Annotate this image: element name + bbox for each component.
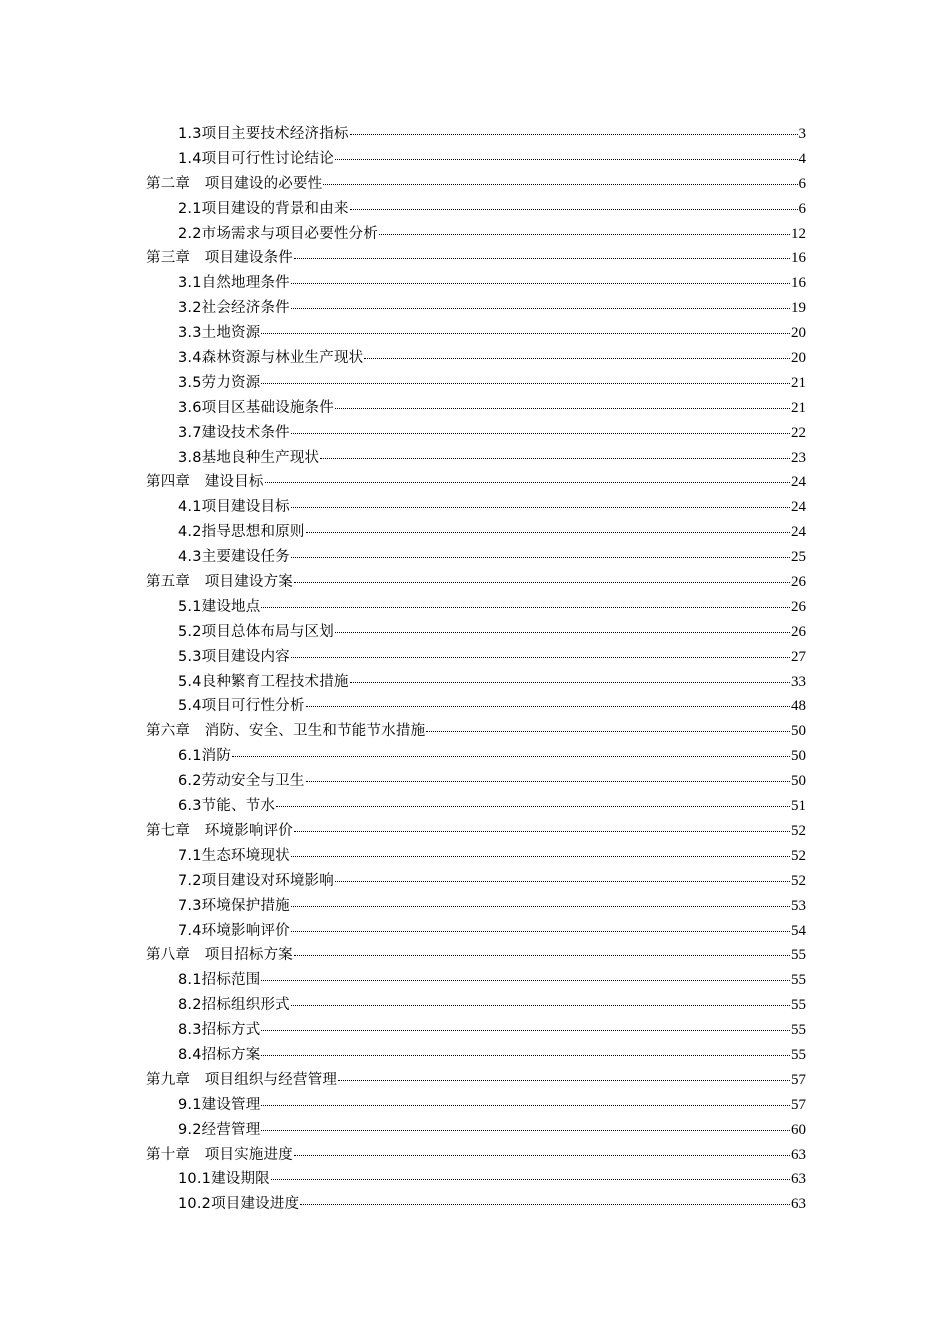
toc-dot-leader — [335, 632, 790, 633]
toc-dot-leader — [306, 532, 790, 533]
toc-entry-title: 5.2项目总体布局与区划 — [178, 623, 334, 640]
toc-entry-title: 5.3项目建设内容 — [178, 648, 290, 665]
toc-section-entry[interactable] — [146, 296, 806, 321]
toc-page-number: 20 — [791, 350, 806, 367]
toc-section-entry[interactable] — [146, 197, 806, 222]
toc-section-entry[interactable] — [146, 396, 806, 421]
toc-page-number: 6 — [798, 200, 806, 217]
toc-page-number: 24 — [791, 474, 806, 491]
toc-section-entry[interactable] — [146, 1018, 806, 1043]
toc-dot-leader — [335, 881, 790, 882]
toc-page-number: 63 — [791, 1196, 806, 1213]
toc-section-entry[interactable] — [146, 545, 806, 570]
toc-page-number: 25 — [791, 549, 806, 566]
toc-page-number: 53 — [791, 897, 806, 914]
toc-dot-leader — [265, 482, 790, 483]
toc-section-entry[interactable] — [146, 520, 806, 545]
toc-page-number: 48 — [791, 698, 806, 715]
toc-dot-leader — [294, 582, 790, 583]
toc-page-number: 55 — [791, 947, 806, 964]
toc-section-entry[interactable] — [146, 321, 806, 346]
toc-entry-title: 第十章 项目实施进度 — [146, 1146, 293, 1163]
toc-dot-leader — [291, 906, 790, 907]
toc-page-number: 50 — [791, 748, 806, 765]
toc-page-number: 3 — [798, 126, 806, 142]
toc-section-entry[interactable] — [146, 744, 806, 769]
toc-page-number: 55 — [791, 1046, 806, 1063]
toc-page-number: 21 — [791, 399, 806, 416]
toc-dot-leader — [261, 607, 790, 608]
toc-entry-title: 9.2经营管理 — [178, 1121, 261, 1138]
toc-dot-leader — [271, 1179, 790, 1180]
toc-entry-title: 第七章 环境影响评价 — [146, 822, 293, 839]
toc-chapter-entry[interactable] — [146, 1068, 806, 1093]
toc-page-number: 52 — [791, 847, 806, 864]
table-of-contents — [146, 122, 806, 1217]
toc-section-entry[interactable] — [146, 446, 806, 471]
toc-section-entry[interactable] — [146, 421, 806, 446]
toc-dot-leader — [291, 507, 790, 508]
toc-page-number: 55 — [791, 972, 806, 989]
toc-section-entry[interactable] — [146, 645, 806, 670]
toc-dot-leader — [294, 831, 790, 832]
toc-entry-title: 5.4项目可行性分析 — [178, 698, 305, 715]
toc-entry-title: 5.1建设地点 — [178, 598, 261, 615]
toc-dot-leader — [294, 258, 790, 259]
toc-page-number: 20 — [791, 325, 806, 342]
toc-page-number: 4 — [798, 150, 806, 167]
toc-entry-title: 第六章 消防、安全、卫生和节能节水措施 — [146, 723, 426, 740]
toc-dot-leader — [379, 234, 790, 235]
toc-section-entry[interactable] — [146, 670, 806, 695]
toc-page-number: 6 — [798, 175, 806, 192]
toc-page-number: 16 — [791, 250, 806, 267]
toc-entry-title: 4.3主要建设任务 — [178, 549, 290, 566]
toc-dot-leader — [261, 1105, 790, 1106]
toc-section-entry[interactable] — [146, 122, 806, 147]
toc-dot-leader — [291, 1005, 790, 1006]
toc-entry-title: 5.4良种繁育工程技术措施 — [178, 673, 349, 690]
toc-section-entry[interactable] — [146, 1192, 806, 1217]
toc-section-entry[interactable] — [146, 371, 806, 396]
toc-section-entry[interactable] — [146, 844, 806, 869]
toc-page-number: 27 — [791, 648, 806, 665]
toc-page-number: 50 — [791, 773, 806, 790]
toc-chapter-entry[interactable] — [146, 246, 806, 271]
toc-section-entry[interactable] — [146, 620, 806, 645]
toc-section-entry[interactable] — [146, 869, 806, 894]
toc-page-number: 52 — [791, 822, 806, 839]
toc-page-number: 21 — [791, 374, 806, 391]
toc-dot-leader — [261, 980, 790, 981]
toc-dot-leader — [338, 1080, 790, 1081]
toc-chapter-entry[interactable] — [146, 943, 806, 968]
toc-chapter-entry[interactable] — [146, 819, 806, 844]
toc-dot-leader — [350, 209, 798, 210]
toc-page-number: 26 — [791, 574, 806, 591]
toc-dot-leader — [294, 1155, 790, 1156]
toc-page-number: 52 — [791, 872, 806, 889]
toc-chapter-entry[interactable] — [146, 172, 806, 197]
toc-section-entry[interactable] — [146, 271, 806, 296]
toc-entry-title: 7.3环境保护措施 — [178, 897, 290, 914]
toc-dot-leader — [364, 358, 790, 359]
toc-page-number: 16 — [791, 275, 806, 292]
toc-dot-leader — [261, 1130, 790, 1131]
toc-page-number: 54 — [791, 922, 806, 939]
toc-page-number: 55 — [791, 997, 806, 1014]
toc-entry-title: 8.1招标范围 — [178, 972, 261, 989]
toc-page-number: 57 — [791, 1071, 806, 1088]
toc-dot-leader — [261, 1055, 790, 1056]
toc-entry-title: 第九章 项目组织与经营管理 — [146, 1071, 338, 1088]
toc-dot-leader — [261, 383, 790, 384]
toc-entry-title: 8.4招标方案 — [178, 1046, 261, 1063]
toc-page-number: 22 — [791, 424, 806, 441]
toc-dot-leader — [335, 159, 798, 160]
toc-page-number: 23 — [791, 449, 806, 466]
toc-page-number: 19 — [791, 300, 806, 317]
toc-page-number: 24 — [791, 524, 806, 541]
toc-dot-leader — [291, 433, 790, 434]
toc-chapter-entry[interactable] — [146, 1143, 806, 1168]
toc-entry-title: 3.5劳力资源 — [178, 374, 261, 391]
toc-entry-title: 3.1自然地理条件 — [178, 275, 290, 292]
toc-page-number: 60 — [791, 1121, 806, 1138]
toc-page-number: 51 — [791, 798, 806, 815]
toc-entry-title: 8.2招标组织形式 — [178, 997, 290, 1014]
toc-section-entry[interactable] — [146, 919, 806, 944]
toc-entry-title: 3.4森林资源与林业生产现状 — [178, 350, 364, 367]
toc-section-entry[interactable] — [146, 1167, 806, 1192]
toc-dot-leader — [300, 1204, 790, 1205]
toc-section-entry[interactable] — [146, 794, 806, 819]
toc-entry-title: 3.6项目区基础设施条件 — [178, 399, 334, 416]
toc-entry-title: 1.3项目主要技术经济指标 — [178, 126, 349, 142]
toc-entry-title: 4.1项目建设目标 — [178, 499, 290, 516]
toc-section-entry[interactable] — [146, 346, 806, 371]
toc-entry-title: 1.4项目可行性讨论结论 — [178, 150, 334, 167]
toc-page-number: 33 — [791, 673, 806, 690]
toc-entry-title: 10.2项目建设进度 — [178, 1196, 300, 1213]
toc-section-entry[interactable] — [146, 694, 806, 719]
toc-chapter-entry[interactable] — [146, 719, 806, 744]
toc-dot-leader — [350, 134, 798, 135]
toc-entry-title: 8.3招标方式 — [178, 1022, 261, 1039]
toc-dot-leader — [291, 856, 790, 857]
toc-dot-leader — [350, 682, 790, 683]
toc-entry-title: 3.3土地资源 — [178, 325, 261, 342]
toc-dot-leader — [291, 931, 790, 932]
toc-entry-title: 3.8基地良种生产现状 — [178, 449, 320, 466]
toc-dot-leader — [261, 333, 790, 334]
toc-section-entry[interactable] — [146, 595, 806, 620]
toc-page-number: 26 — [791, 623, 806, 640]
toc-entry-title: 10.1建设期限 — [178, 1171, 270, 1188]
toc-entry-title: 7.4环境影响评价 — [178, 922, 290, 939]
toc-entry-title: 3.7建设技术条件 — [178, 424, 290, 441]
toc-section-entry[interactable] — [146, 1093, 806, 1118]
toc-dot-leader — [291, 557, 790, 558]
toc-dot-leader — [291, 283, 790, 284]
toc-entry-title: 3.2社会经济条件 — [178, 300, 290, 317]
toc-entry-title: 6.3节能、节水 — [178, 798, 276, 815]
toc-section-entry[interactable] — [146, 147, 806, 172]
toc-section-entry[interactable] — [146, 769, 806, 794]
toc-section-entry[interactable] — [146, 894, 806, 919]
toc-dot-leader — [261, 1030, 790, 1031]
toc-dot-leader — [306, 706, 790, 707]
toc-dot-leader — [276, 806, 790, 807]
toc-entry-title: 第八章 项目招标方案 — [146, 947, 293, 964]
toc-chapter-entry[interactable] — [146, 570, 806, 595]
toc-dot-leader — [335, 408, 790, 409]
toc-page-number: 57 — [791, 1096, 806, 1113]
toc-entry-title: 9.1建设管理 — [178, 1096, 261, 1113]
toc-page-number: 63 — [791, 1146, 806, 1163]
toc-section-entry[interactable] — [146, 993, 806, 1018]
toc-entry-title: 第三章 项目建设条件 — [146, 250, 293, 267]
toc-entry-title: 7.1生态环境现状 — [178, 847, 290, 864]
toc-dot-leader — [426, 731, 790, 732]
toc-dot-leader — [291, 657, 790, 658]
toc-dot-leader — [320, 458, 790, 459]
toc-chapter-entry[interactable] — [146, 470, 806, 495]
toc-entry-title: 第四章 建设目标 — [146, 474, 264, 491]
toc-entry-title: 7.2项目建设对环境影响 — [178, 872, 334, 889]
toc-entry-title: 第五章 项目建设方案 — [146, 574, 293, 591]
toc-section-entry[interactable] — [146, 495, 806, 520]
toc-section-entry[interactable] — [146, 1043, 806, 1068]
toc-page-number: 55 — [791, 1022, 806, 1039]
toc-page-number: 63 — [791, 1171, 806, 1188]
toc-entry-title: 4.2指导思想和原则 — [178, 524, 305, 541]
toc-entry-title: 6.1消防 — [178, 748, 232, 765]
toc-section-entry[interactable] — [146, 1118, 806, 1143]
toc-entry-title: 第二章 项目建设的必要性 — [146, 175, 323, 192]
toc-entry-title: 2.1项目建设的背景和由来 — [178, 200, 349, 217]
toc-dot-leader — [232, 756, 790, 757]
toc-dot-leader — [306, 781, 790, 782]
toc-section-entry[interactable] — [146, 968, 806, 993]
toc-entry-title: 2.2市场需求与项目必要性分析 — [178, 225, 379, 242]
toc-dot-leader — [294, 955, 790, 956]
toc-page-number: 26 — [791, 598, 806, 615]
toc-page-number: 50 — [791, 723, 806, 740]
toc-dot-leader — [323, 184, 797, 185]
toc-page-number: 12 — [791, 225, 806, 242]
toc-page-number: 24 — [791, 499, 806, 516]
toc-section-entry[interactable] — [146, 222, 806, 247]
toc-dot-leader — [291, 308, 790, 309]
toc-entry-title: 6.2劳动安全与卫生 — [178, 773, 305, 790]
